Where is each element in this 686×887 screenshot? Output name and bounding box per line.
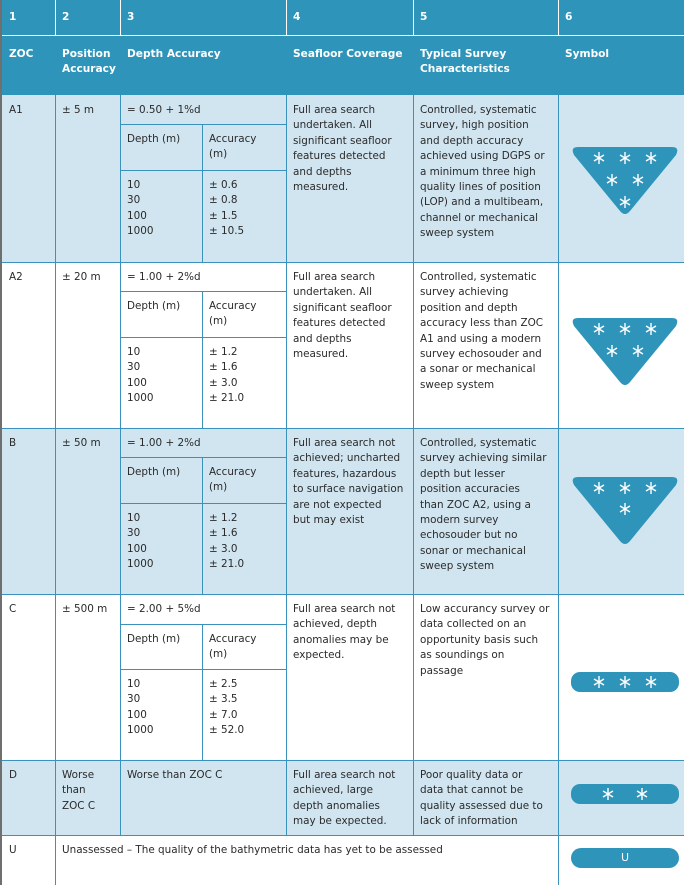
description-u: Unassessed – The quality of the bathymetric data has yet to be assessed — [62, 844, 443, 856]
zoc-a1: A1 — [9, 104, 23, 116]
depths-a1: 10 30 100 1000 — [127, 179, 154, 238]
header-number-1: 1 — [2, 0, 55, 35]
grid-line — [202, 457, 203, 594]
header-title-zoc: ZOC — [2, 35, 55, 95]
zoc-d-symbol — [570, 783, 680, 805]
depth-header-b: Depth (m) — [127, 466, 181, 478]
zoc-d: D — [9, 769, 18, 781]
header-divider — [286, 0, 287, 35]
grid-line — [120, 503, 286, 504]
header-number-6: 6 — [558, 0, 684, 35]
position-a2: ± 20 m — [62, 271, 101, 283]
zoc-c: C — [9, 603, 17, 615]
grid-line — [2, 262, 684, 263]
header-number-4: 4 — [286, 0, 413, 35]
position-a1: ± 5 m — [62, 104, 95, 116]
formula-b: = 1.00 + 2%d — [127, 437, 201, 449]
position-b: ± 50 m — [62, 437, 101, 449]
depths-b: 10 30 100 1000 — [127, 512, 154, 571]
zoc-a2: A2 — [9, 271, 23, 283]
header-number-3: 3 — [120, 0, 286, 35]
header-divider — [558, 0, 559, 35]
grid-line — [120, 457, 286, 458]
formula-c: = 2.00 + 5%d — [127, 603, 201, 615]
coverage-c: Full area search not achieved, depth anomalies may be expected. — [293, 603, 396, 662]
accuracies-a1: ± 0.6 ± 0.8 ± 1.5 ± 10.5 — [209, 179, 245, 238]
grid-line — [120, 291, 286, 292]
grid-line — [120, 669, 286, 670]
zoc-b: B — [9, 437, 17, 449]
zoc-b-symbol — [570, 475, 680, 545]
header-divider — [413, 0, 414, 35]
grid-line — [202, 624, 203, 760]
grid-line — [120, 337, 286, 338]
grid-line — [2, 760, 684, 761]
grid-line — [120, 170, 286, 171]
accuracy-header-c: Accuracy (m) — [209, 633, 257, 661]
header-divider — [120, 0, 121, 35]
grid-line — [2, 835, 684, 836]
grid-line — [120, 124, 286, 125]
accuracies-a2: ± 1.2 ± 1.6 ± 3.0 ± 21.0 — [209, 346, 245, 405]
formula-d: Worse than ZOC C — [127, 769, 223, 781]
header-title-depth-accuracy: Depth Accuracy — [120, 35, 286, 95]
grid-line — [558, 95, 559, 885]
characteristics-a2: Controlled, systematic survey achieving position and depth accuracy less than ZOC A1 and using a modern survey echosouder and a sonar or mechanical sweep system — [420, 271, 544, 391]
grid-line — [202, 124, 203, 262]
accuracies-b: ± 1.2 ± 1.6 ± 3.0 ± 21.0 — [209, 512, 245, 571]
header-title-symbol: Symbol — [558, 35, 684, 95]
grid-line — [413, 95, 414, 835]
characteristics-b: Controlled, systematic survey achieving similar depth but lesser position accuracies than ZOC A2, using a modern survey echosouder but no sonar or mechanical sweep system — [420, 437, 547, 573]
depths-a2: 10 30 100 1000 — [127, 346, 154, 405]
depth-header-a2: Depth (m) — [127, 300, 181, 312]
characteristics-c: Low accurancy survey or data collected on an opportunity basis such as soundings on passage — [420, 603, 550, 677]
grid-line — [286, 95, 287, 835]
depth-header-c: Depth (m) — [127, 633, 181, 645]
header-title-survey-characteristics: Typical Survey Characteristics — [413, 35, 558, 95]
grid-line — [120, 624, 286, 625]
header-divider — [2, 35, 684, 36]
formula-a1: = 0.50 + 1%d — [127, 104, 201, 116]
formula-a2: = 1.00 + 2%d — [127, 271, 201, 283]
accuracy-header-a2: Accuracy (m) — [209, 300, 257, 328]
characteristics-d: Poor quality data or data that cannot be quality assessed due to lack of information — [420, 769, 543, 828]
accuracy-header-b: Accuracy (m) — [209, 466, 257, 494]
coverage-a2: Full area search undertaken. All significant seafloor features detected and depths measured. — [293, 271, 392, 361]
characteristics-a1: Controlled, systematic survey, high position and depth accuracy achieved using DGPS or a minimum three high quality lines of position (LOP) and a multibeam, channel or mechanical sweep system — [420, 104, 545, 240]
position-d: Worse than ZOC C — [62, 769, 96, 812]
bar-symbol-shape — [571, 784, 679, 804]
header-divider — [55, 0, 56, 35]
zoc-u: U — [9, 844, 17, 856]
header-title-seafloor-coverage: Seafloor Coverage — [286, 35, 413, 95]
header-title-position-accuracy: Position Accuracy — [55, 35, 120, 95]
zoc-a2-symbol — [570, 316, 680, 386]
coverage-d: Full area search not achieved, large depth anomalies may be expected. — [293, 769, 396, 828]
accuracy-header-a1: Accuracy (m) — [209, 133, 257, 161]
zoc-u-symbol: U — [571, 848, 679, 868]
depth-header-a1: Depth (m) — [127, 133, 181, 145]
grid-line — [120, 95, 121, 835]
position-c: ± 500 m — [62, 603, 108, 615]
grid-line — [202, 291, 203, 428]
grid-line — [2, 594, 684, 595]
depths-c: 10 30 100 1000 — [127, 678, 154, 737]
accuracies-c: ± 2.5 ± 3.5 ± 7.0 ± 52.0 — [209, 678, 245, 737]
header-number-5: 5 — [413, 0, 558, 35]
zoc-a1-symbol — [570, 145, 680, 215]
grid-line — [55, 95, 56, 885]
header-number-2: 2 — [55, 0, 120, 35]
coverage-b: Full area search not achieved; uncharted features, hazardous to surface navigation are not expected but may exist — [293, 437, 404, 527]
zoc-c-symbol — [570, 671, 680, 693]
grid-line — [2, 428, 684, 429]
zoc-table — [2, 0, 684, 885]
coverage-a1: Full area search undertaken. All significant seafloor features detected and depths measured. — [293, 104, 392, 194]
